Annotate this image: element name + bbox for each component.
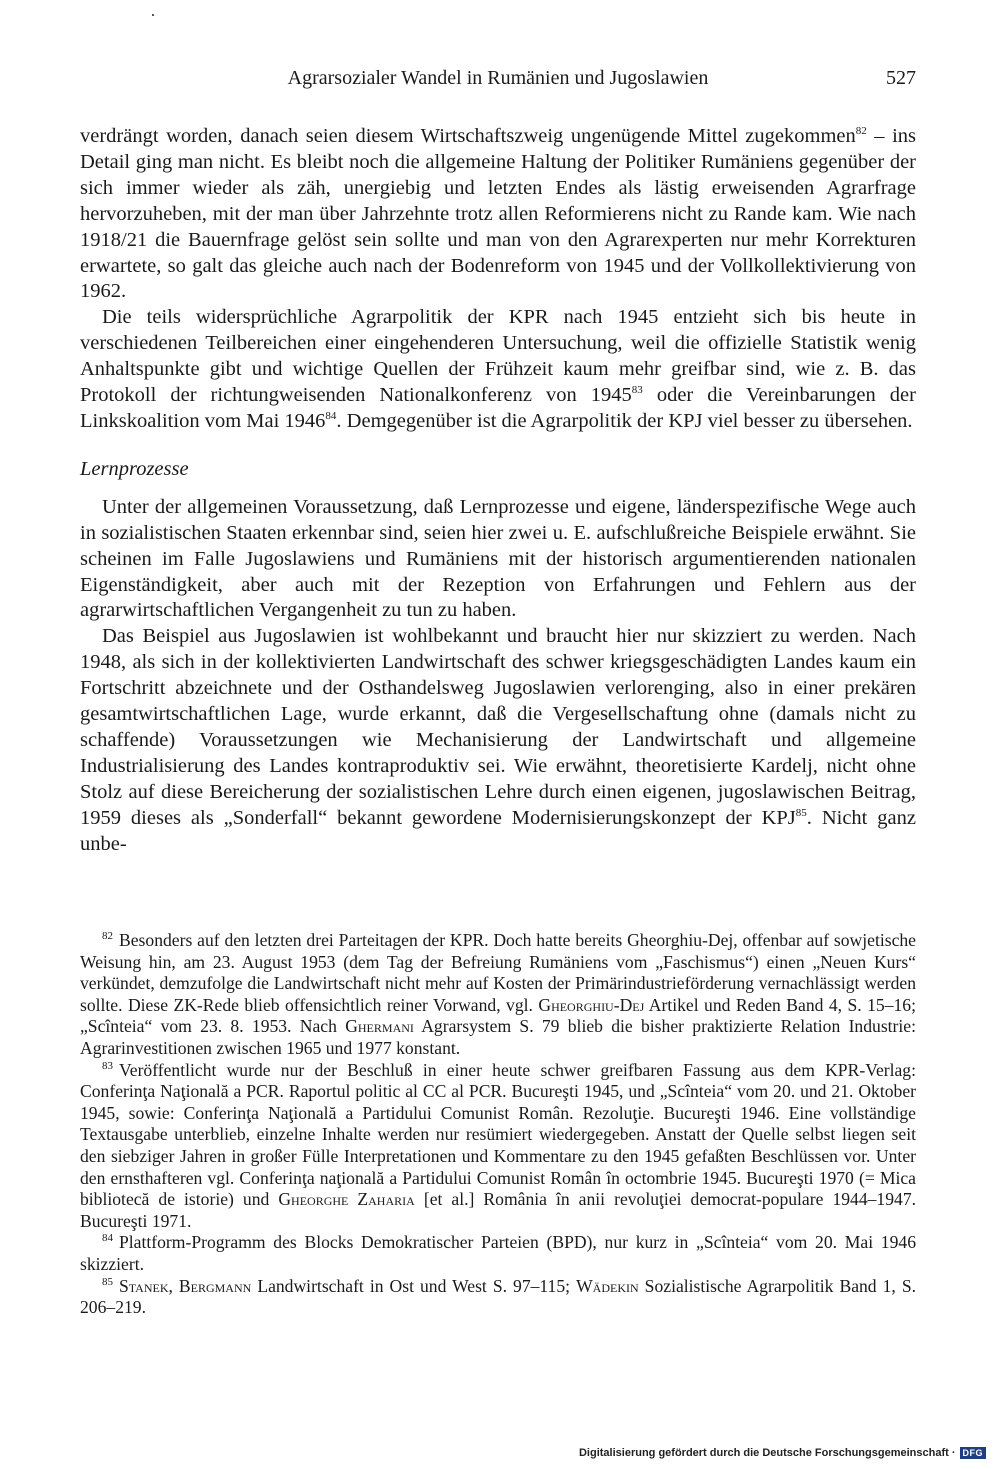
footnote-ref-84: 84 xyxy=(325,410,337,423)
paragraph-3: Unter der allgemeinen Voraussetzung, daß Lernprozesse und eigene, länderspezifische Wege auch in sozialistischen Staaten erkennbar sind, seien hier zwei u. E. aufschlußreiche Beispiele erwähnt. Sie scheinen im Falle Jugoslawiens und Rumäniens mit der historisch argumentierenden nationalen Eigenständigkeit, aber auch mit der Rezeption von Erfahrungen und Fehlern aus der agrarwirtschaftlichen Vergangenheit zu tun zu haben. xyxy=(80,495,916,622)
footnotes xyxy=(80,930,916,1319)
footnote-82: $^{82}$ Besonders auf den letzten drei Parteitagen der KPR. Doch hatte bereits Gheorghiu-Dej, offenbar auf sowjetische Weisung hin, am 23. August 1953 (dem Tag der Befreiung Rumäniens vom „Faschismus“) einen „Neuen Kurs“ verkündet, demzufolge die Landwirtschaft nicht mehr auf Kosten der Primärindustrieförderung vernachlässigt werden sollte. Diese ZK-Rede blieb offensichtlich reiner Vorwand, vgl. Gheorghiu-Dej Artikel und Reden Band 4, S. 15–16; „Scînteia“ vom 23. 8. 1953. Nach Ghermani Agrarsystem S. 79 blieb die bisher praktizierte Relation Industrie: Agrarinvestitionen zwischen 1965 und 1977 konstant. xyxy=(80,930,916,1058)
footnote-ref-82: 82 xyxy=(855,125,867,138)
paragraph-4: Das Beispiel aus Jugoslawien ist wohlbekannt und braucht hier nur skizziert zu werden. Nach 1948, als sich in der kollektivierten Landwirtschaft des schwer kriegsgeschädigten Landes kaum ein Fortschritt abzeichnete und der Osthandelsweg Jugoslawien verlorenging, also in einer prekären gesamtwirtschaftlichen Lage, wurde erkannt, daß die Vergesellschaftung ohne (damals nicht zu schaffende) Voraussetzungen wie Mechanisierung der Landwirtschaft und allgemeine Industrialisierung des Landes kontraproduktiv sei. Wie erwähnt, theoretisierte Kardelj, nicht ohne Stolz auf diese Bereicherung der sozialistischen Lehre durch einen eigenen, jugoslawischen Beitrag, 1959 dieses als „Sonderfall“ bekannt gewordene Modernisierungskonzept der KPJ$^{85}$. Nicht ganz unbe- xyxy=(80,625,916,855)
digitization-footer xyxy=(579,1447,986,1459)
page-number: 527 xyxy=(886,67,916,89)
footnote-ref-85: 85 xyxy=(795,806,807,819)
footnote-83: $^{83}$ Veröffentlicht wurde nur der Beschluß in einer heute schwer greifbaren Fassung aus dem KPR-Verlag: Conferinţa Naţională a PCR. Raportul politic al CC al PCR. Bucureşti 1945, und „Scînteia“ vom 20. und 21. Oktober 1945, sowie: Conferinţa Naţională a Partidului Comunist Român. Rezoluţie. Bucureşti 1946. Eine vollständige Textausgabe unterblieb, einzelne Inhalte werden nur resümiert wiedergegeben. Anstatt der Quelle selbst liegen seit den siebziger Jahren in großer Fülle Interpretationen und Kommentare zu den 1945 gefaßten Beschlüssen vor. Unter den ernsthafteren vgl. Conferinţa naţională a Partidului Comunist Român în octombrie 1945. Bucureşti 1970 (= Mica bibliotecă de istorie) und Gheorghe Zaharia [et al.] România în anii revoluţiei democrat-populare 1944–1947. Bucureşti 1971. xyxy=(80,1059,917,1231)
main-text xyxy=(80,124,916,857)
running-title: Agrarsozialer Wandel in Rumänien und Jugoslawien xyxy=(287,67,709,89)
footnote-85: $^{85}$ Stanek, Bergmann Landwirtschaft in Ost und West S. 97–115; Wädekin Sozialistische Agrarpolitik Band 1, S. 206–219. xyxy=(80,1275,917,1318)
footer-text: Digitalisierung gefördert durch die Deutsche Forschungsgemeinschaft · xyxy=(578,1447,956,1459)
dfg-logo: DFG xyxy=(960,1447,987,1459)
paragraph-1: verdrängt worden, danach seien diesem Wirtschaftszweig ungenügende Mittel zugekommen$^{82}$ – ins Detail ging man nicht. Es bleibt noch die allgemeine Haltung der Politiker Rumäniens gegenüber der sich immer wieder als zäh, unergiebig und letzten Endes als lästig erweisenden Agrarfrage hervorzuheben, mit der man über Jahrzehnte trotz allen Reformierens nicht zu Rande kam. Wie nach 1918/21 die Bauernfrage gelöst sein sollte und man von den Agrarexperten nur mehr Korrekturen erwartete, so galt das gleiche auch nach der Bodenreform von 1945 und der Vollkollektivierung von 1962. xyxy=(80,125,916,303)
footnote-84: $^{84}$ Plattform-Programm des Blocks Demokratischer Parteien (BPD), nur kurz in „Scînteia“ vom 20. Mai 1946 skizziert. xyxy=(80,1232,916,1274)
scan-speck xyxy=(152,14,154,16)
footnote-ref-83: 83 xyxy=(631,384,643,397)
section-heading: Lernprozesse xyxy=(80,457,189,480)
paragraph-2: Die teils widersprüchliche Agrarpolitik der KPR nach 1945 entzieht sich bis heute in verschiedenen Teilbereichen einer eingehenderen Untersuchung, weil die offizielle Statistik wenig Anhaltspunkte gibt und wichtige Quellen der Frühzeit kaum mehr greifbar sind, wie z. B. das Protokoll der richtungweisenden Nationalkonferenz von 1945$^{83}$ oder die Vereinbarungen der Linkskoalition vom Mai 1946$^{84}$. Demgegenüber ist die Agrarpolitik der KPJ viel besser zu übersehen. xyxy=(80,306,916,432)
